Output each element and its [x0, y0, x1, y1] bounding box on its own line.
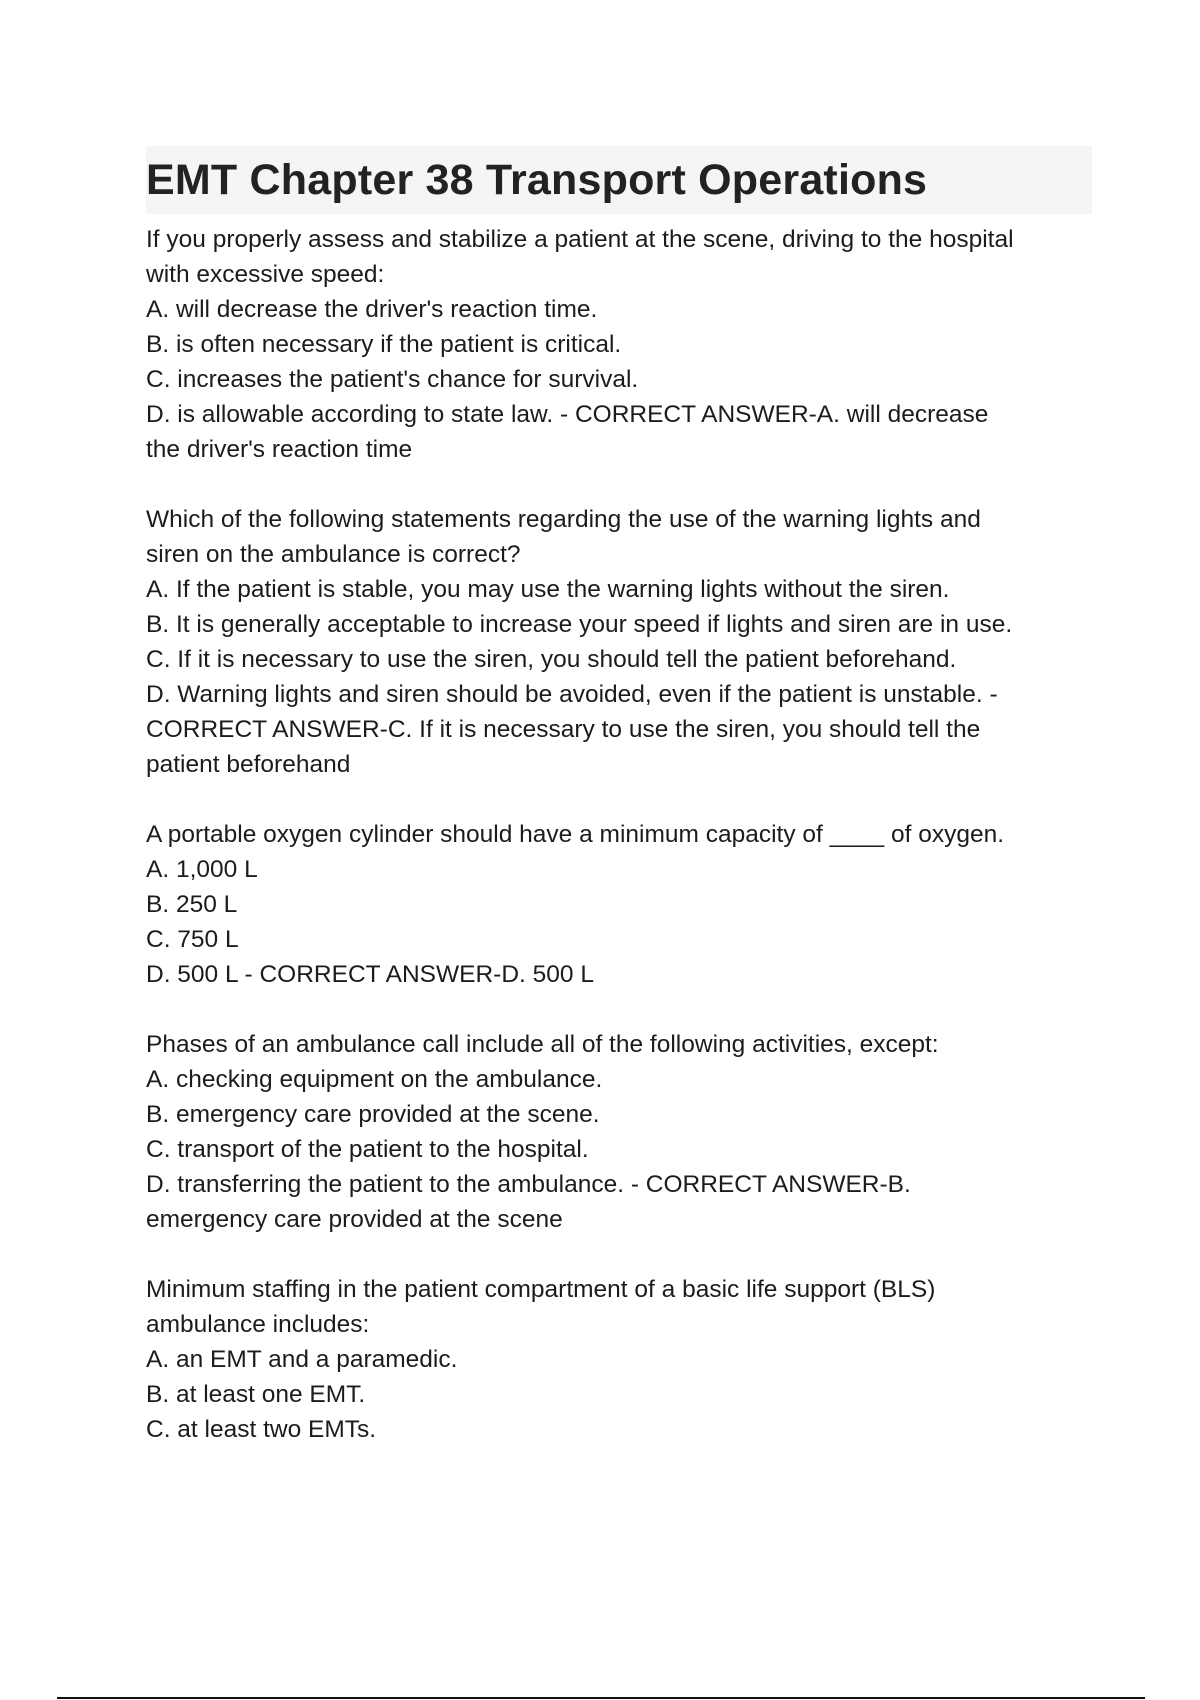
question-list — [146, 222, 1092, 1447]
question-line: C. 750 L — [146, 926, 239, 953]
question-line: B. is often necessary if the patient is critical. — [146, 331, 622, 358]
question-line: C. increases the patient's chance for survival. — [146, 366, 639, 393]
question-line: B. It is generally acceptable to increase your speed if lights and siren are in use. — [146, 611, 1013, 638]
question-line: A. an EMT and a paramedic. — [146, 1346, 458, 1373]
question-line: B. 250 L — [146, 891, 238, 918]
question-line: A. If the patient is stable, you may use the warning lights without the siren. — [146, 576, 950, 603]
question-line: A. 1,000 L — [146, 856, 258, 883]
question-line: C. If it is necessary to use the siren, you should tell the patient beforehand. — [146, 646, 957, 673]
question-line: B. at least one EMT. — [146, 1381, 366, 1408]
question-line: A portable oxygen cylinder should have a minimum capacity of ____ of oxygen. — [146, 821, 1005, 848]
question-line: Phases of an ambulance call include all of the following activities, except: — [146, 1031, 939, 1058]
question-line: D. Warning lights and siren should be avoided, even if the patient is unstable. - — [146, 681, 998, 708]
question-line: C. at least two EMTs. — [146, 1416, 377, 1443]
question-block — [146, 222, 1092, 467]
question-line: B. emergency care provided at the scene. — [146, 1101, 600, 1128]
question-line: D. 500 L - CORRECT ANSWER-D. 500 L — [146, 961, 594, 988]
question-line: with excessive speed: — [146, 261, 385, 288]
question-block — [146, 1027, 1092, 1237]
footer-divider — [57, 1697, 1145, 1699]
question-line: If you properly assess and stabilize a patient at the scene, driving to the hospital — [146, 226, 1014, 253]
question-line: siren on the ambulance is correct? — [146, 541, 521, 568]
question-line: A. will decrease the driver's reaction time. — [146, 296, 598, 323]
question-line: ambulance includes: — [146, 1311, 370, 1338]
question-line: Minimum staffing in the patient compartment of a basic life support (BLS) — [146, 1276, 936, 1303]
question-block — [146, 817, 1092, 992]
question-line: patient beforehand — [146, 751, 351, 778]
question-line: CORRECT ANSWER-C. If it is necessary to use the siren, you should tell the — [146, 716, 981, 743]
question-block — [146, 1272, 1092, 1447]
question-line: the driver's reaction time — [146, 436, 413, 463]
document-page — [146, 146, 1092, 1482]
question-line: D. transferring the patient to the ambulance. - CORRECT ANSWER-B. — [146, 1171, 911, 1198]
document-title: EMT Chapter 38 Transport Operations — [146, 155, 928, 204]
title-bar — [146, 146, 1092, 214]
question-block — [146, 502, 1092, 782]
question-line: emergency care provided at the scene — [146, 1206, 563, 1233]
question-line: Which of the following statements regarding the use of the warning lights and — [146, 506, 981, 533]
question-line: A. checking equipment on the ambulance. — [146, 1066, 603, 1093]
question-line: C. transport of the patient to the hospital. — [146, 1136, 589, 1163]
question-line: D. is allowable according to state law. - CORRECT ANSWER-A. will decrease — [146, 401, 989, 428]
